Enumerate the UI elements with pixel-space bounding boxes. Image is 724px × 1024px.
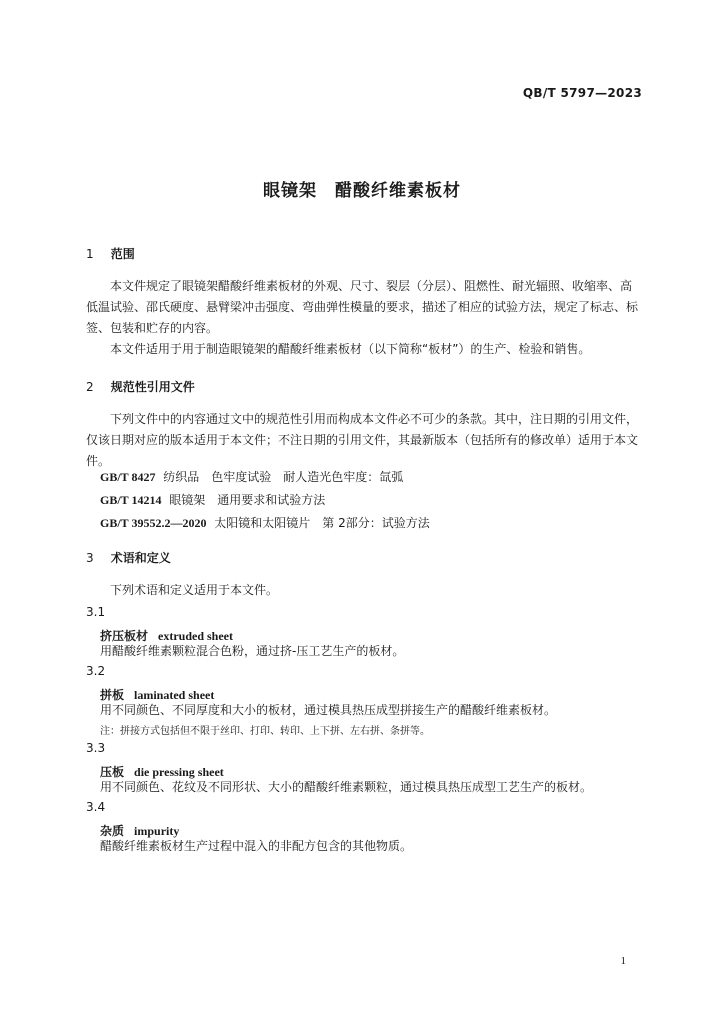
- references-intro: 下列文件中的内容通过文中的规范性引用而构成本文件必不可少的条款。其中，注日期的引用文件，仅该日期对应的版本适用于本文件；不注日期的引用文件，其最新版本（包括所有的修改单）适用于本文件。: [86, 412, 639, 468]
- term-en: laminated sheet: [134, 688, 215, 702]
- term-zh: 挤压板材: [100, 629, 149, 643]
- term-number: 3.1: [86, 605, 106, 619]
- section-1-heading: [86, 243, 135, 262]
- term-zh: 压板: [100, 765, 125, 779]
- terms-intro: 下列术语和定义适用于本文件。: [110, 583, 279, 597]
- reference-title: 眼镜架 通用要求和试验方法: [169, 493, 326, 507]
- section-title: 规范性引用文件: [110, 380, 195, 394]
- reference-code: GB/T 8427: [100, 470, 156, 484]
- section-number: 1: [86, 247, 94, 261]
- term-definition: 用醋酸纤维素颗粒混合色粉，通过挤-压工艺生产的板材。: [100, 644, 405, 658]
- scope-paragraph-2: 本文件适用于用于制造眼镜架的醋酸纤维素板材（以下简称“板材”）的生产、检验和销售。: [110, 342, 591, 356]
- section-title: 术语和定义: [110, 551, 171, 565]
- term-en: impurity: [134, 824, 180, 838]
- section-title: 范围: [110, 247, 135, 261]
- term-number: 3.3: [86, 741, 106, 755]
- section-number: 3: [86, 551, 94, 565]
- reference-item: [100, 514, 430, 531]
- term-number: 3.4: [86, 800, 106, 814]
- section-3-heading: [86, 547, 171, 566]
- page-number: 1: [620, 955, 626, 967]
- reference-code: GB/T 14214: [100, 493, 162, 507]
- document-title: 眼镜架 醋酸纤维素板材: [263, 181, 461, 201]
- standard-code: QB/T 5797—2023: [522, 86, 642, 100]
- term-en: extruded sheet: [158, 629, 234, 643]
- term-definition: 用不同颜色、花纹及不同形状、大小的醋酸纤维素颗粒，通过模具热压成型工艺生产的板材。: [100, 780, 593, 794]
- section-number: 2: [86, 380, 94, 394]
- reference-title: 纺织品 色牢度试验 耐人造光色牢度：氙弧: [163, 470, 404, 484]
- term-definition: 用不同颜色、不同厚度和大小的板材，通过模具热压成型拼接生产的醋酸纤维素板材。: [100, 703, 557, 717]
- term-number: 3.2: [86, 664, 106, 678]
- term-note: 注：拼接方式包括但不限于丝印、打印、转印、上下拼、左右拼、条拼等。: [100, 726, 430, 737]
- term-en: die pressing sheet: [134, 765, 224, 779]
- reference-item: [100, 468, 403, 485]
- section-2-heading: [86, 376, 195, 395]
- term-definition: 醋酸纤维素板材生产过程中混入的非配方包含的其他物质。: [100, 839, 413, 853]
- reference-code: GB/T 39552.2—2020: [100, 516, 207, 530]
- term-zh: 杂质: [100, 824, 125, 838]
- scope-paragraph-1: 本文件规定了眼镜架醋酸纤维素板材的外观、尺寸、裂层（分层）、阻燃性、耐光辐照、收缩率、高低温试验、邵氏硬度、悬臂梁冲击强度、弯曲弹性模量的要求，描述了相应的试验方法，规定了标志、标签、包装和贮存的内容。: [86, 279, 639, 335]
- reference-item: [100, 491, 325, 508]
- reference-title: 太阳镜和太阳镜片 第 2部分：试验方法: [214, 516, 430, 530]
- term-zh: 拼板: [100, 688, 125, 702]
